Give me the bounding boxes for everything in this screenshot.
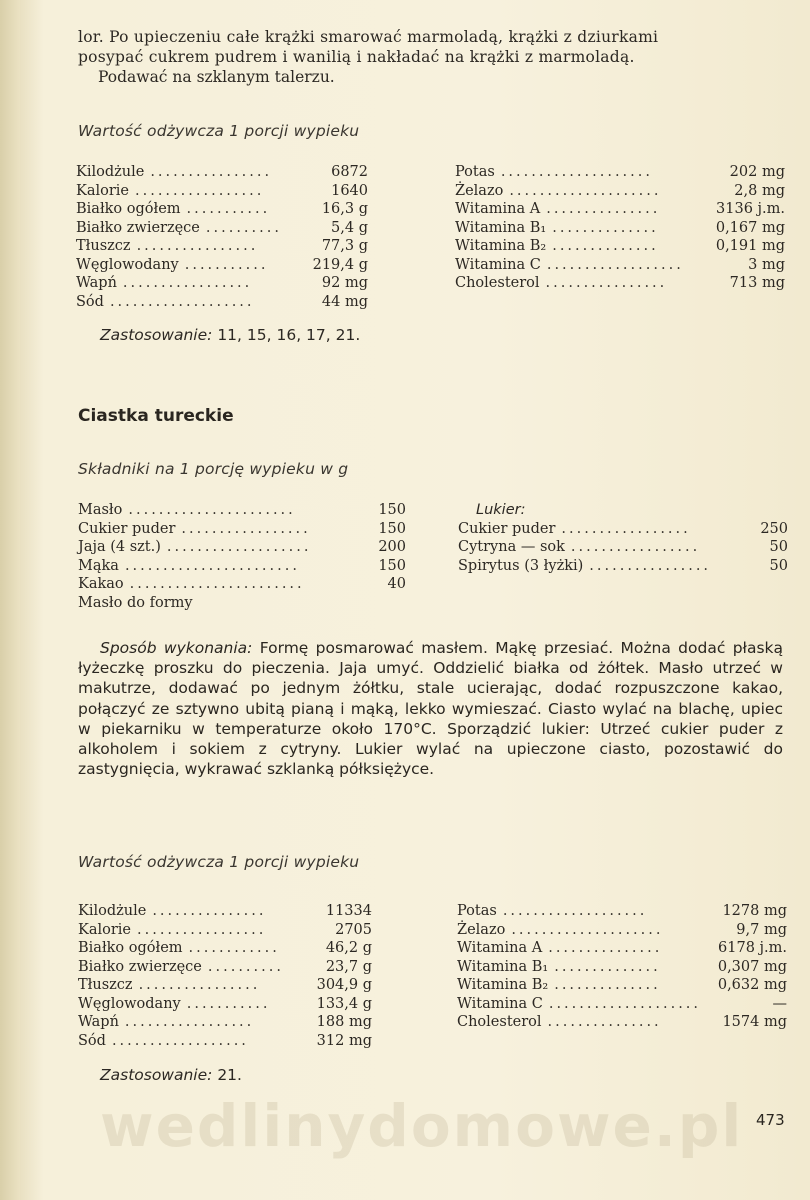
- watermark: wedlinydomowe.pl: [100, 1092, 744, 1160]
- ingredient-value: 150: [378, 557, 406, 574]
- nutrition-1-left-value: 92 mg: [321, 275, 368, 291]
- icing-heading: Lukier:: [476, 502, 526, 518]
- nutrition-2-left-row: [78, 995, 378, 1014]
- ingredient-row: [78, 557, 408, 576]
- nutrition-1-left-table: [76, 163, 376, 311]
- nutrition-1-right-value: 0,191 mg: [715, 238, 785, 254]
- icing-leader-dots: ................: [589, 557, 712, 574]
- nutrition-1-heading: Wartość odżywcza 1 porcji wypieku: [78, 122, 360, 140]
- nutrition-2-left-value: 23,7 g: [325, 958, 372, 975]
- nutrition-1-right-value: 202 mg: [729, 164, 785, 180]
- nutrition-1-right-label: Żelazo: [455, 182, 504, 199]
- nutrition-2-right-row: [457, 921, 787, 940]
- usage-2-label: Zastosowanie:: [100, 1066, 213, 1084]
- nutrition-2-left-leader-dots: ............: [188, 940, 280, 956]
- ingredient-value: 200: [378, 539, 406, 555]
- nutrition-2-left-value: 312 mg: [316, 1032, 372, 1049]
- nutrition-1-right-row: [455, 274, 785, 293]
- nutrition-2-left-label: Tłuszcz: [78, 977, 133, 993]
- nutrition-1-left-value: 6872: [331, 164, 368, 180]
- nutrition-1-left-value: 16,3 g: [321, 201, 368, 217]
- nutrition-1-left-leader-dots: .................: [122, 275, 253, 291]
- usage-1-value: 11, 15, 16, 17, 21.: [217, 326, 361, 344]
- nutrition-2-right-value: 0,307 mg: [717, 958, 787, 975]
- nutrition-1-right-row: [455, 200, 785, 219]
- nutrition-1-left-value: 1640: [331, 182, 368, 199]
- nutrition-1-right-leader-dots: ..............: [552, 238, 659, 254]
- nutrition-1-left-leader-dots: ...........: [186, 201, 271, 217]
- nutrition-1-left-label: Kalorie: [76, 182, 129, 199]
- intro-paragraph: [78, 27, 788, 87]
- nutrition-1-right-value: 3136 j.m.: [716, 201, 785, 217]
- ingredient-row: [78, 575, 408, 594]
- icing-heading-row: [458, 501, 788, 520]
- intro-line-1: lor. Po upieczeniu całe krążki smarować marmoladą, krążki z dziurkami: [78, 28, 659, 46]
- nutrition-1-left-row: [76, 219, 376, 238]
- nutrition-1-right-label: Witamina B₂: [455, 238, 547, 254]
- nutrition-2-right-leader-dots: ...............: [547, 1014, 662, 1030]
- nutrition-1-left-row: [76, 200, 376, 219]
- nutrition-1-left-label: Kilodżule: [76, 164, 145, 180]
- nutrition-1-right-leader-dots: ..................: [546, 256, 684, 273]
- nutrition-2-left-table: [78, 902, 378, 1050]
- nutrition-1-right-label: Potas: [455, 164, 495, 180]
- nutrition-2-left-value: 11334: [325, 903, 372, 919]
- ingredient-row: [78, 501, 408, 520]
- nutrition-2-right-leader-dots: ....................: [511, 921, 664, 938]
- nutrition-1-right-row: [455, 256, 785, 275]
- nutrition-1-left-value: 44 mg: [321, 293, 368, 310]
- nutrition-2-right-leader-dots: ...............: [548, 940, 663, 956]
- nutrition-2-right-label: Potas: [457, 903, 497, 919]
- nutrition-2-right-leader-dots: ....................: [548, 995, 702, 1012]
- usage-2-value: 21.: [217, 1066, 242, 1084]
- nutrition-1-right-leader-dots: ....................: [500, 164, 653, 180]
- icing-value: 50: [769, 539, 788, 555]
- nutrition-2-left-label: Wapń: [78, 1014, 119, 1030]
- ingredient-leader-dots: .................: [181, 520, 311, 537]
- usage-2: [100, 1066, 242, 1084]
- nutrition-2-right-value: 1574 mg: [722, 1014, 787, 1030]
- icing-row: [458, 538, 788, 557]
- nutrition-1-left-label: Białko ogółem: [76, 201, 181, 217]
- ingredient-row: [78, 520, 408, 539]
- nutrition-2-right-leader-dots: ..............: [554, 977, 661, 993]
- nutrition-2-left-value: 46,2 g: [325, 940, 372, 956]
- recipe-title: Ciastka tureckie: [78, 406, 234, 426]
- ingredient-leader-dots: ...................: [166, 539, 312, 555]
- nutrition-1-right-label: Witamina B₁: [455, 219, 547, 236]
- nutrition-1-left-row: [76, 256, 376, 275]
- nutrition-1-left-label: Sód: [76, 293, 104, 310]
- nutrition-2-right-row: [457, 1013, 787, 1032]
- method-paragraph: [78, 638, 783, 779]
- nutrition-1-left-row: [76, 163, 376, 182]
- nutrition-2-left-leader-dots: .................: [137, 921, 267, 938]
- nutrition-2-right-table: [457, 902, 787, 1032]
- nutrition-1-left-label: Wapń: [76, 275, 117, 291]
- nutrition-2-right-value: —: [772, 995, 787, 1012]
- nutrition-1-right-row: [455, 237, 785, 256]
- nutrition-2-right-label: Żelazo: [457, 921, 506, 938]
- nutrition-2-left-value: 188 mg: [316, 1014, 372, 1030]
- ingredient-label: Cukier puder: [78, 520, 176, 537]
- nutrition-2-right-value: 6178 j.m.: [718, 940, 787, 956]
- ingredients-table: [78, 501, 408, 612]
- nutrition-2-right-label: Cholesterol: [457, 1014, 542, 1030]
- nutrition-2-left-leader-dots: ................: [138, 977, 261, 993]
- nutrition-2-left-value: 133,4 g: [316, 995, 372, 1012]
- nutrition-2-left-leader-dots: .................: [124, 1014, 255, 1030]
- nutrition-1-right-leader-dots: ................: [545, 275, 668, 291]
- nutrition-2-left-label: Kilodżule: [78, 903, 147, 919]
- nutrition-2-left-leader-dots: ..................: [111, 1032, 249, 1049]
- icing-value: 250: [760, 520, 788, 537]
- nutrition-1-right-value: 713 mg: [729, 275, 785, 291]
- nutrition-1-right-value: 0,167 mg: [715, 219, 785, 236]
- nutrition-1-right-leader-dots: ..............: [552, 219, 659, 236]
- nutrition-2-right-label: Witamina A: [457, 940, 543, 956]
- nutrition-1-right-label: Witamina A: [455, 201, 541, 217]
- nutrition-1-right-label: Witamina C: [455, 256, 541, 273]
- intro-line-2: posypać cukrem pudrem i wanilią i nakładać na krążki z marmoladą.: [78, 48, 635, 66]
- nutrition-2-right-leader-dots: ..............: [554, 958, 661, 975]
- nutrition-1-right-leader-dots: ...............: [546, 201, 661, 217]
- usage-1: [100, 326, 360, 344]
- nutrition-1-left-value: 219,4 g: [312, 256, 368, 273]
- nutrition-1-right-value: 2,8 mg: [734, 182, 785, 199]
- nutrition-1-right-value: 3 mg: [748, 256, 785, 273]
- nutrition-2-left-leader-dots: ...........: [186, 995, 271, 1012]
- nutrition-2-heading: Wartość odżywcza 1 porcji wypieku: [78, 853, 360, 871]
- nutrition-2-left-leader-dots: ..........: [207, 958, 284, 975]
- nutrition-2-right-value: 0,632 mg: [717, 977, 787, 993]
- ingredient-label: Mąka: [78, 557, 119, 574]
- nutrition-2-right-label: Witamina B₂: [457, 977, 549, 993]
- nutrition-2-right-label: Witamina C: [457, 995, 543, 1012]
- nutrition-1-right-row: [455, 219, 785, 238]
- nutrition-1-right-row: [455, 182, 785, 201]
- nutrition-2-left-label: Sód: [78, 1032, 106, 1049]
- ingredient-label: Jaja (4 szt.): [78, 539, 161, 555]
- nutrition-1-left-leader-dots: ...........: [184, 256, 269, 273]
- nutrition-2-left-row: [78, 958, 378, 977]
- icing-value: 50: [769, 557, 788, 574]
- nutrition-2-left-label: Kalorie: [78, 921, 131, 938]
- ingredient-row: [78, 594, 408, 613]
- ingredient-leader-dots: .......................: [124, 557, 300, 574]
- nutrition-2-left-row: [78, 902, 378, 921]
- usage-1-label: Zastosowanie:: [100, 326, 213, 344]
- nutrition-2-left-row: [78, 939, 378, 958]
- icing-leader-dots: .................: [561, 520, 691, 537]
- nutrition-1-left-row: [76, 293, 376, 312]
- nutrition-2-left-value: 304,9 g: [316, 977, 372, 993]
- page-gutter: [0, 0, 20, 1200]
- nutrition-2-left-value: 2705: [335, 921, 372, 938]
- nutrition-1-left-label: Tłuszcz: [76, 238, 131, 254]
- ingredient-label: Kakao: [78, 576, 124, 592]
- nutrition-1-left-leader-dots: ..........: [205, 219, 282, 236]
- nutrition-1-left-row: [76, 237, 376, 256]
- nutrition-2-right-row: [457, 976, 787, 995]
- icing-label: Cukier puder: [458, 520, 556, 537]
- method-label: Sposób wykonania:: [100, 639, 253, 657]
- nutrition-2-right-leader-dots: ...................: [502, 903, 648, 919]
- nutrition-1-left-value: 77,3 g: [321, 238, 368, 254]
- nutrition-2-left-row: [78, 1013, 378, 1032]
- icing-label: Spirytus (3 łyżki): [458, 557, 584, 574]
- nutrition-1-right-row: [455, 163, 785, 182]
- nutrition-2-right-label: Witamina B₁: [457, 958, 549, 975]
- nutrition-2-left-label: Białko ogółem: [78, 940, 183, 956]
- ingredient-label: Masło do formy: [78, 594, 193, 611]
- intro-line-3: Podawać na szklanym talerzu.: [98, 68, 335, 86]
- nutrition-2-right-value: 9,7 mg: [736, 921, 787, 938]
- nutrition-1-left-row: [76, 274, 376, 293]
- nutrition-1-left-row: [76, 182, 376, 201]
- nutrition-1-left-leader-dots: ...................: [109, 293, 255, 310]
- ingredient-leader-dots: ......................: [128, 502, 296, 518]
- nutrition-1-left-leader-dots: ................: [136, 238, 259, 254]
- ingredient-label: Masło: [78, 502, 123, 518]
- ingredient-leader-dots: .......................: [129, 576, 305, 592]
- nutrition-2-right-row: [457, 939, 787, 958]
- nutrition-2-left-leader-dots: ...............: [152, 903, 267, 919]
- nutrition-2-left-label: Białko zwierzęce: [78, 958, 202, 975]
- nutrition-2-right-row: [457, 995, 787, 1014]
- ingredients-heading: Składniki na 1 porcję wypieku w g: [78, 460, 349, 478]
- ingredient-value: 150: [378, 502, 406, 518]
- nutrition-1-left-leader-dots: ................: [150, 164, 273, 180]
- nutrition-2-left-row: [78, 1032, 378, 1051]
- ingredient-row: [78, 538, 408, 557]
- icing-label: Cytryna — sok: [458, 539, 565, 555]
- nutrition-2-right-row: [457, 958, 787, 977]
- nutrition-1-left-label: Białko zwierzęce: [76, 219, 200, 236]
- icing-row: [458, 557, 788, 576]
- icing-leader-dots: .................: [570, 539, 701, 555]
- page-number: 473: [756, 1111, 785, 1129]
- ingredient-value: 150: [378, 520, 406, 537]
- method-text: Formę posmarować masłem. Mąkę przesiać. Można dodać płaską łyżeczkę proszku do pieczenia. Jaja umyć. Oddzielić białka od żółtek. Masło utrzeć w makutrze, dodawać po jednym żółtku, stale ucierając, dodać rozpuszczone kakao, połączyć ze sztywno ubitą pianą i mąką, lekko wymieszać. Ciasto wylać na blachę, upiec w piekarniku w temperaturze około 170°C. Sporządzić lukier: Utrzeć cukier puder z alkoholem i sokiem z cytryny. Lukier wylać na upieczone ciasto, pozostawić do zastygnięcia, wykrawać szklanką półksiężyce.: [78, 639, 783, 779]
- nutrition-2-right-value: 1278 mg: [722, 903, 787, 919]
- nutrition-1-right-leader-dots: ....................: [509, 182, 662, 199]
- nutrition-1-right-table: [455, 163, 785, 293]
- nutrition-1-left-leader-dots: .................: [135, 182, 265, 199]
- nutrition-2-left-row: [78, 976, 378, 995]
- ingredient-value: 40: [387, 576, 406, 592]
- icing-row: [458, 520, 788, 539]
- nutrition-2-left-label: Węglowodany: [78, 995, 181, 1012]
- nutrition-2-left-row: [78, 921, 378, 940]
- nutrition-2-right-row: [457, 902, 787, 921]
- nutrition-1-right-label: Cholesterol: [455, 275, 540, 291]
- icing-table: [458, 501, 788, 575]
- nutrition-1-left-label: Węglowodany: [76, 256, 179, 273]
- nutrition-1-left-value: 5,4 g: [331, 219, 368, 236]
